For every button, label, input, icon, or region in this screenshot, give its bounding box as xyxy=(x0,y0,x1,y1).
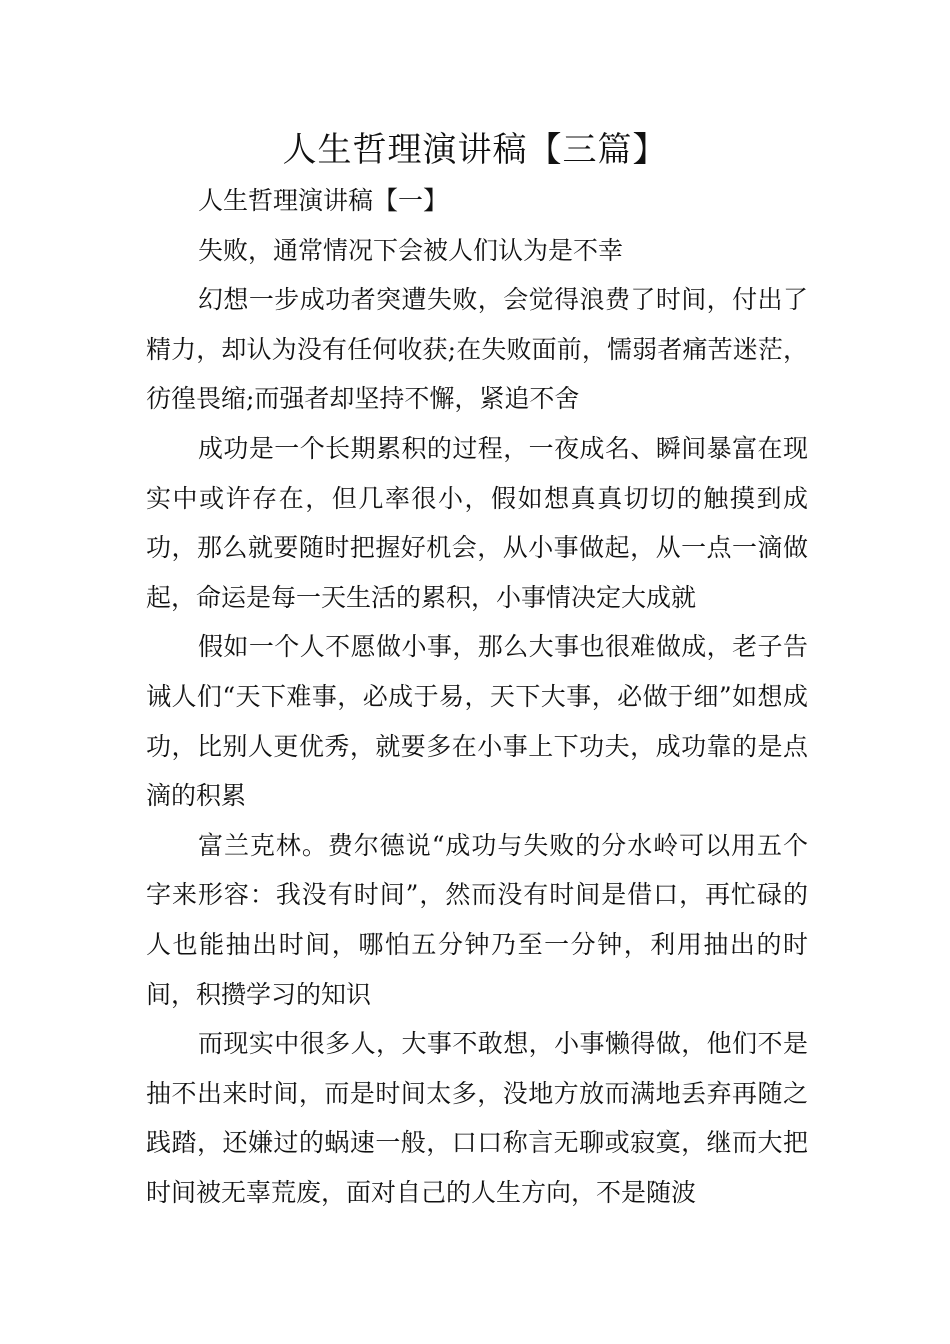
section-heading: 人生哲理演讲稿【一】 xyxy=(198,186,449,215)
document-title: 人生哲理演讲稿【三篇】 xyxy=(282,130,668,170)
paragraph-1: 失败，通常情况下会被人们认为是不幸 xyxy=(198,235,624,265)
paragraph-2: 幻想一步成功者突遭失败，会觉得浪费了时间，付出了精力，却认为没有任何收获;在失败面前，懦弱者痛苦迷茫，彷徨畏缩;而强者却坚持不懈，紧追不舍 xyxy=(146,285,808,414)
paragraph-5: 富兰克林。费尔德说“成功与失败的分水岭可以用五个字来形容：我没有时间”，然而没有时间是借口，再忙碌的人也能抽出时间，哪怕五分钟乃至一分钟，利用抽出的时间，积攒学习的知识 xyxy=(146,830,808,1009)
document-body xyxy=(146,176,808,1217)
paragraph-6: 而现实中很多人，大事不敢想，小事懒得做，他们不是抽不出来时间，而是时间太多，没地方放而满地丢弃再随之践踏，还嫌过的蜗速一般，口口称言无聊或寂寞，继而大把时间被无辜荒废，面对自己的人生方向，不是随波 xyxy=(146,1029,808,1207)
paragraph-3: 成功是一个长期累积的过程，一夜成名、瞬间暴富在现实中或许存在，但几率很小，假如想真真切切的触摸到成功，那么就要随时把握好机会，从小事做起，从一点一滴做起，命运是每一天生活的累积，小事情决定大成就 xyxy=(146,433,808,612)
paragraph-4: 假如一个人不愿做小事，那么大事也很难做成，老子告诫人们“天下难事，必成于易，天下大事，必做于细”如想成功，比别人更优秀，就要多在小事上下功夫，成功靠的是点滴的积累 xyxy=(146,632,808,811)
